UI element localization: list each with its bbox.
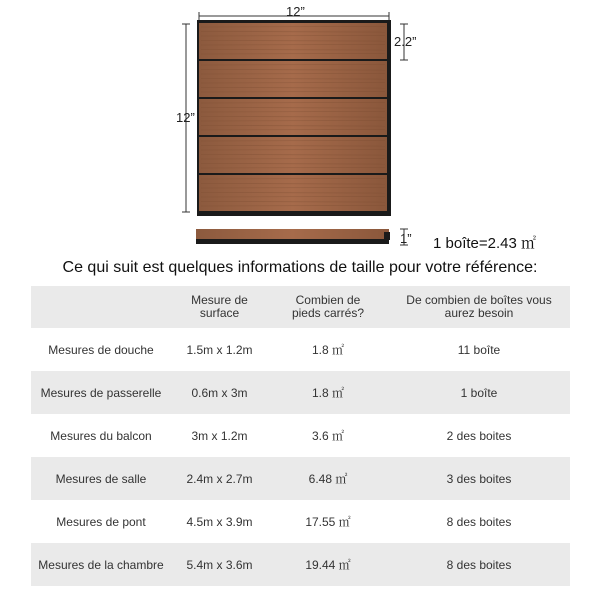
cell-square-meters: 1.8 ㎡ [311, 343, 345, 357]
cell-boxes-needed: 11 boîte [457, 342, 501, 357]
tile-side-profile [196, 229, 390, 244]
cell-surface-measure: 0.6m x 3m [191, 385, 248, 400]
table-row [31, 457, 570, 500]
table-header-row [31, 286, 570, 328]
cell-square-meters: 19.44 ㎡ [305, 558, 351, 572]
cell-surface-measure: 3m x 1.2m [191, 428, 248, 443]
thickness-label: 1” [400, 231, 412, 246]
cell-square-meters: 6.48 ㎡ [308, 472, 348, 486]
header-square-feet-text: Combien de pieds carrés? [291, 293, 365, 320]
cell-boxes-needed: 2 des boites [446, 428, 512, 443]
cell-square-meters: 17.55 ㎡ [305, 515, 351, 529]
header-surface: Mesure de surface [191, 293, 248, 320]
cell-surface-measure: 2.4m x 2.7m [186, 471, 253, 486]
cell-room-name: Mesures du balcon [50, 428, 152, 443]
cell-room-name: Mesures de douche [48, 342, 154, 357]
wood-slats [199, 23, 387, 211]
size-info-heading: Ce qui suit est quelques informations de taille pour votre référence: [62, 259, 538, 276]
table-row [31, 414, 570, 457]
table-row [31, 500, 570, 543]
product-illustration [0, 0, 600, 255]
cell-boxes-needed: 3 des boites [446, 471, 512, 486]
cell-boxes-needed: 8 des boites [446, 514, 512, 529]
cell-surface-measure: 1.5m x 1.2m [186, 342, 253, 357]
table-row [31, 328, 570, 371]
wood-tile-drawing [0, 0, 600, 255]
table-row [31, 371, 570, 414]
table-row [31, 543, 570, 586]
slat-width-label: 2.2” [394, 34, 417, 49]
header-empty [31, 286, 171, 328]
cell-boxes-needed: 1 boîte [460, 385, 498, 400]
cell-room-name: Mesures de passerelle [40, 385, 162, 400]
height-label: 12” [176, 110, 195, 125]
box-coverage-note: 1 boîte=2.43 ㎡ [433, 235, 536, 252]
header-boxes-needed [388, 286, 570, 328]
cell-room-name: Mesures de la chambre [38, 557, 164, 572]
cell-room-name: Mesures de salle [55, 471, 147, 486]
cell-room-name: Mesures de pont [56, 514, 146, 529]
cell-square-meters: 1.8 ㎡ [311, 386, 345, 400]
cell-square-meters: 3.6 ㎡ [311, 429, 345, 443]
width-label: 12” [286, 4, 305, 19]
cell-surface-measure: 5.4m x 3.6m [186, 557, 253, 572]
cell-surface-measure: 4.5m x 3.9m [186, 514, 253, 529]
header-square-feet [268, 286, 388, 328]
cell-boxes-needed: 8 des boites [446, 557, 512, 572]
header-boxes-needed-text: De combien de boîtes vous aurez besoin [406, 293, 552, 320]
size-reference-table [31, 286, 570, 586]
